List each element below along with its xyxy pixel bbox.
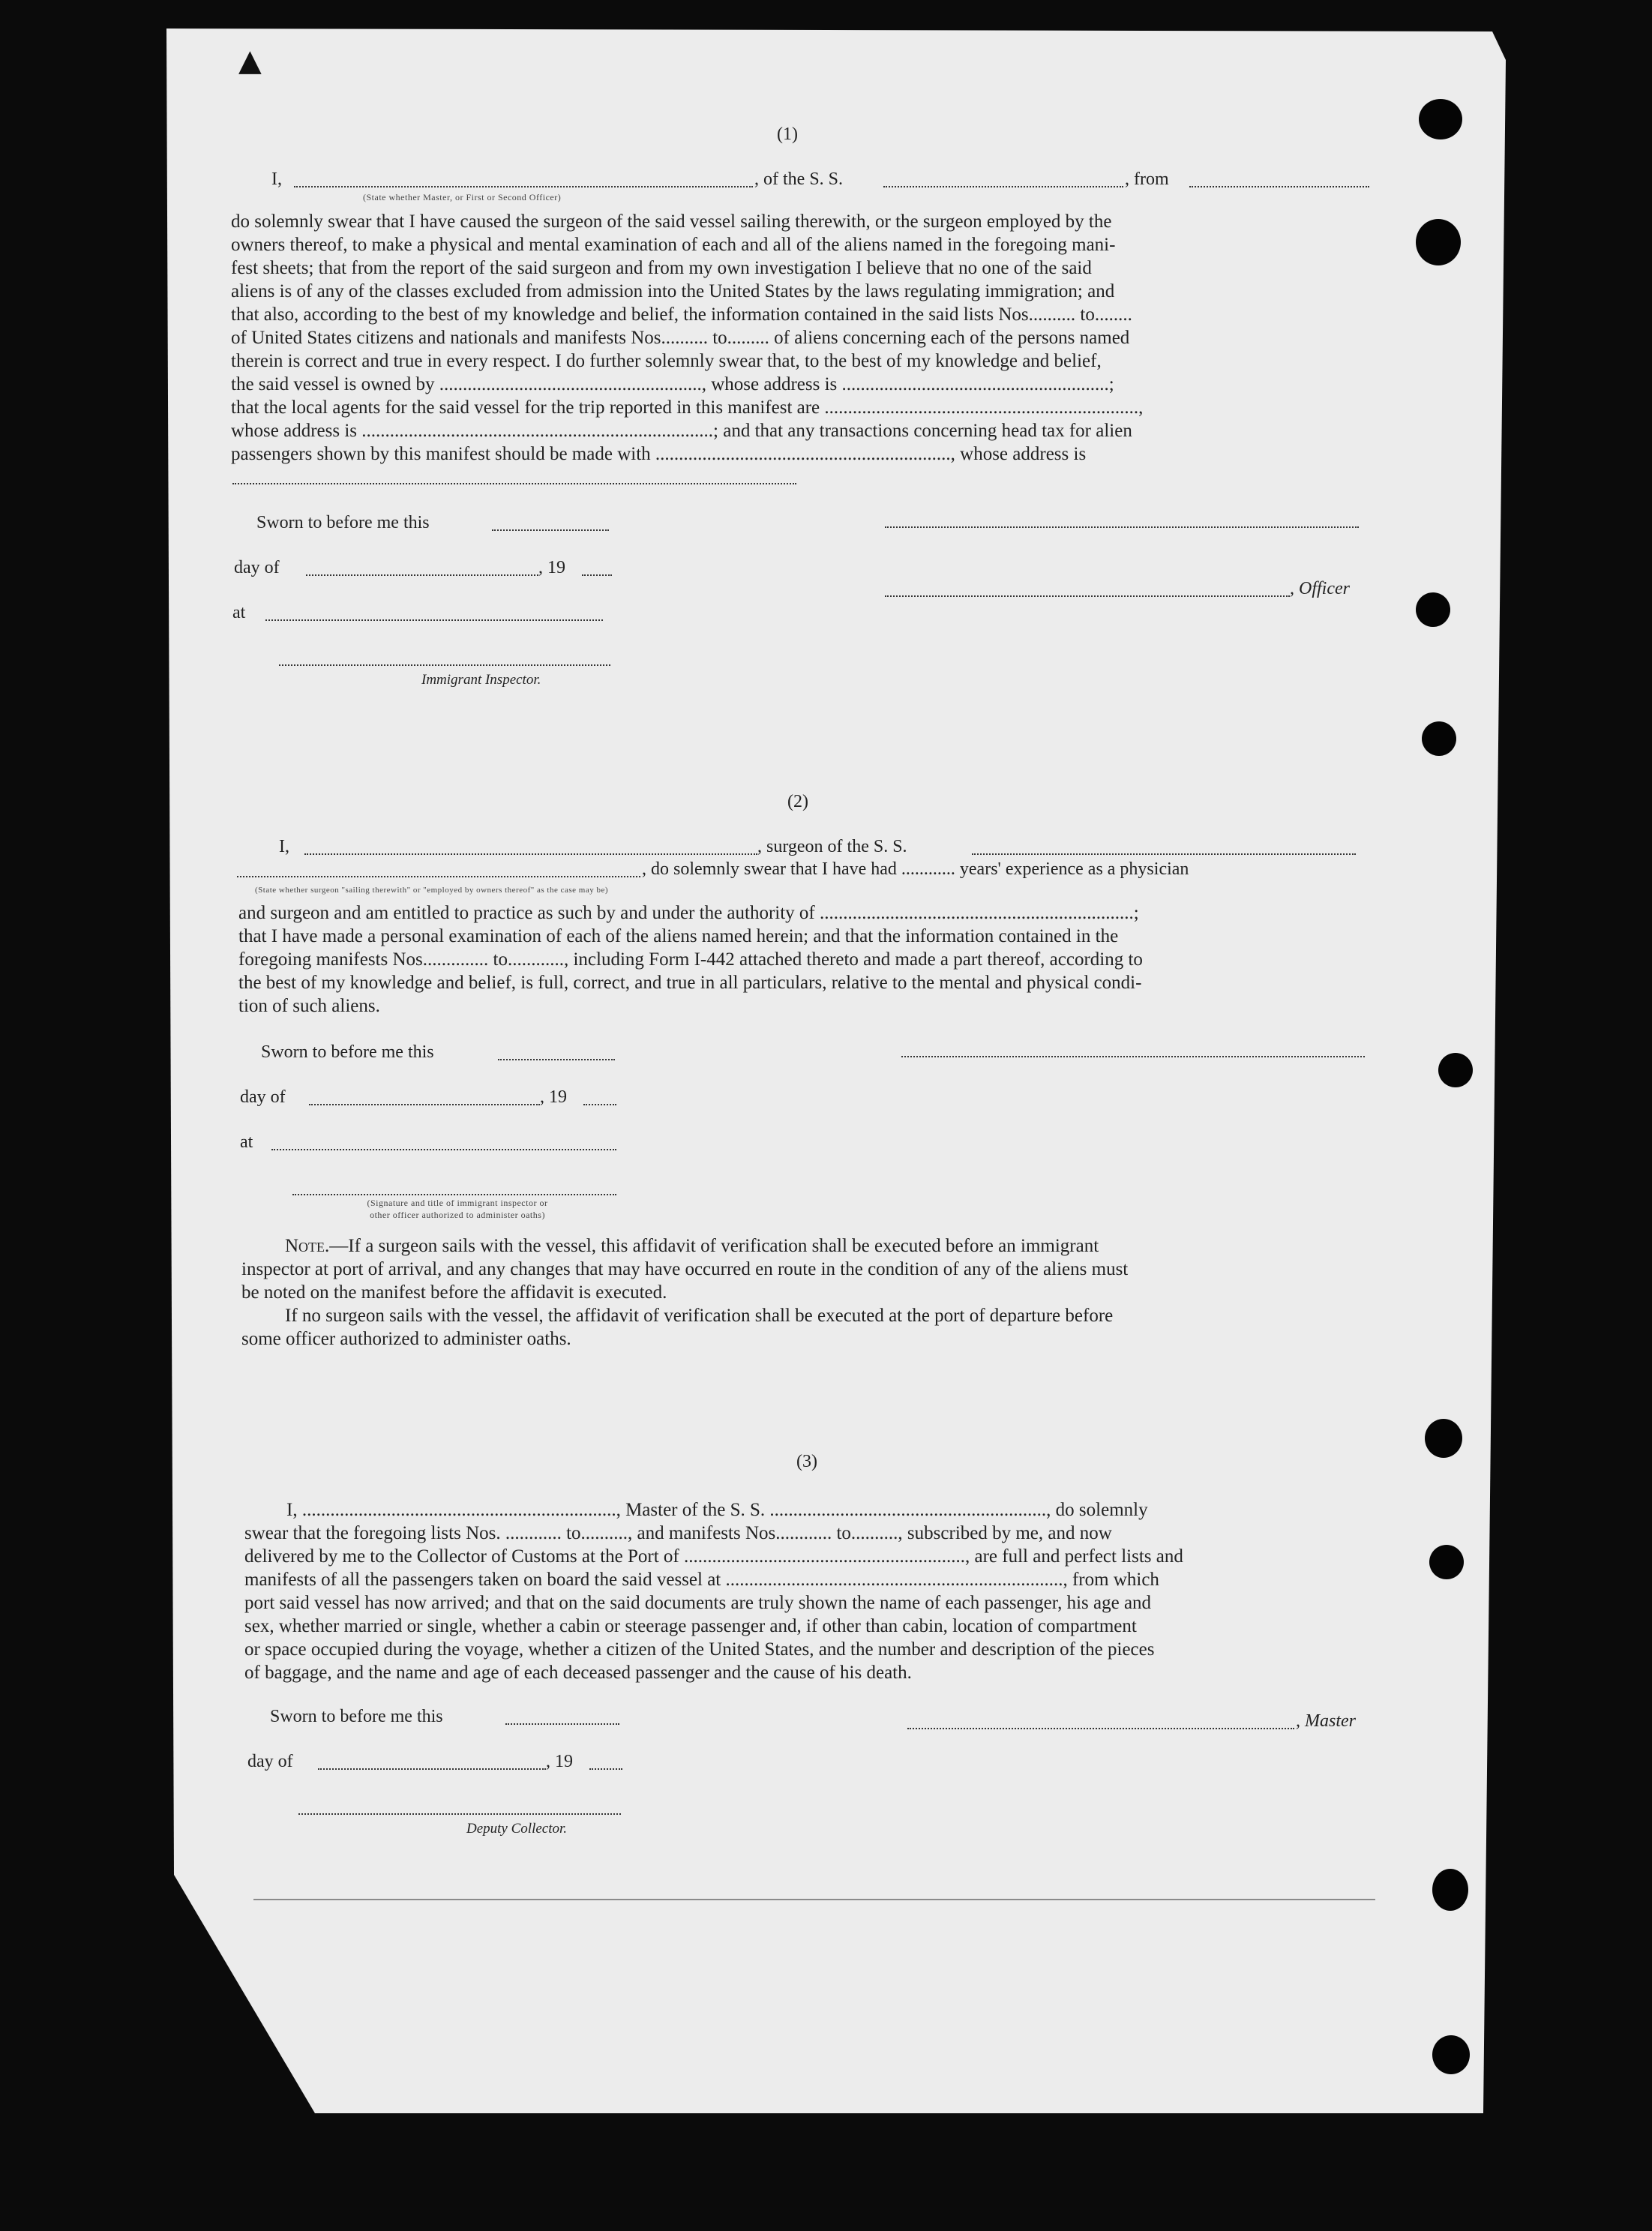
s2-body <box>238 901 1143 1018</box>
section-2-number: (2) <box>787 792 808 811</box>
s1-body-line: aliens is of any of the classes excluded from admission into the United States by the laws regulating immigration; and <box>231 281 1115 301</box>
s3-body-line: port said vessel has now arrived; and that on the said documents are truly shown the name of each passenger, his age and <box>244 1593 1152 1613</box>
s3-sworn: Sworn to before me this <box>270 1707 443 1726</box>
s2-note-line: inspector at port of arrival, and any changes that may have occurred en route in the condition of any of the aliens must <box>241 1259 1129 1279</box>
s2-note-line: If no surgeon sails with the vessel, the affidavit of verification shall be executed at the port of departure before <box>285 1306 1114 1326</box>
punch-hole <box>1416 592 1450 627</box>
s2-note-line: be noted on the manifest before the affidavit is executed. <box>241 1282 667 1303</box>
s2-line2: , do solemnly swear that I have had ............ years' experience as a physician <box>642 859 1189 879</box>
s1-body <box>231 210 1143 466</box>
s2-body-line: the best of my knowledge and belief, is full, correct, and true in all particulars, relative to the mental and physical condi- <box>238 973 1142 993</box>
s1-line1-from: , from <box>1125 169 1169 189</box>
s2-line1-mid: , surgeon of the S. S. <box>757 837 907 856</box>
s1-body-line: the said vessel is owned by ........................................................, whose address is .........................................................; <box>231 374 1114 394</box>
s2-year: , 19 <box>540 1087 567 1107</box>
s1-body-line: owners thereof, to make a physical and mental examination of each and all of the aliens named in the foregoing mani- <box>231 235 1116 255</box>
s2-signature-blank <box>901 1056 1365 1057</box>
s1-body-line: that also, according to the best of my knowledge and belief, the information contained in the said lists Nos.......... to........ <box>231 304 1132 325</box>
s3-body-line: sex, whether married or single, whether a cabin or steerage passenger and, if other than cabin, location of compartment <box>244 1616 1137 1636</box>
s2-body-line: foregoing manifests Nos.............. to............, including Form I-442 attached thereto and made a part thereof, according to <box>238 949 1143 970</box>
s2-note-line <box>241 1234 1128 1258</box>
s1-line1-mid: , of the S. S. <box>754 169 844 189</box>
s1-year-blank <box>582 574 612 576</box>
s2-status-blank <box>237 876 640 877</box>
section-3-number: (3) <box>796 1452 817 1471</box>
punch-hole <box>1419 99 1462 139</box>
s2-at: at <box>240 1132 253 1152</box>
s1-at-blank <box>265 619 603 621</box>
s1-body-line: therein is correct and true in every respect. I do further solemnly swear that, to the best of my knowledge and belief, <box>231 351 1102 371</box>
s2-note <box>241 1234 1128 1351</box>
s3-body-line: or space occupied during the voyage, whether a citizen of the United States, and the number and description of the pieces <box>244 1639 1155 1660</box>
punch-hole <box>1416 219 1461 265</box>
s3-body-line: of baggage, and the name and age of each deceased passenger and the cause of his death. <box>244 1663 912 1683</box>
s3-day-of: day of <box>247 1752 293 1771</box>
s3-day-blank <box>318 1768 546 1770</box>
s3-body <box>244 1498 1183 1684</box>
s2-note-label: Note. <box>285 1236 330 1256</box>
punch-hole <box>1425 1419 1462 1458</box>
s3-collector-label: Deputy Collector. <box>466 1821 568 1837</box>
s2-status-note: (State whether surgeon "sailing therewith" or "employed by owners thereof" as the case may be) <box>255 886 609 895</box>
punch-hole <box>1422 721 1456 756</box>
s1-sworn: Sworn to before me this <box>256 513 430 532</box>
s3-body-line: swear that the foregoing lists Nos. ............ to.........., and manifests Nos............ to.........., subscribed by me, and now <box>244 1523 1112 1543</box>
s3-body-line: I, ..................................................................., Master of the S. S. ..........................................................., do solemnly <box>286 1500 1148 1520</box>
s2-note-text: —If a surgeon sails with the vessel, this affidavit of verification shall be executed before an immigrant <box>329 1236 1099 1256</box>
s1-at: at <box>232 603 246 622</box>
s1-line1-start: I, <box>271 169 282 189</box>
s1-inspector-label: Immigrant Inspector. <box>421 672 541 688</box>
s2-body-line: that I have made a personal examination of each of the aliens named herein; and that the information contained in the <box>238 926 1119 946</box>
corner-mark-icon: ▲ <box>238 43 262 78</box>
s1-day-of: day of <box>234 558 280 577</box>
s2-year-blank <box>583 1104 616 1105</box>
s3-master-label: , Master <box>1296 1711 1356 1731</box>
s3-collector-blank <box>298 1813 621 1815</box>
s3-master-blank <box>907 1728 1294 1729</box>
s1-body-line: do solemnly swear that I have caused the surgeon of the said vessel sailing therewith, or the surgeon employed by the <box>231 211 1112 232</box>
s1-officer-note: (State whether Master, or First or Second Officer) <box>363 192 562 202</box>
s2-note-line: some officer authorized to administer oaths. <box>241 1329 571 1349</box>
s2-line1-start: I, <box>279 837 289 856</box>
s3-body-line: manifests of all the passengers taken on board the said vessel at ........................................................................, from which <box>244 1570 1159 1590</box>
s3-sworn-blank <box>505 1723 619 1725</box>
s2-name-blank <box>304 853 757 855</box>
s2-sig-note-1: (Signature and title of immigrant inspector or <box>367 1198 548 1208</box>
s1-address-blank <box>232 483 796 484</box>
s2-sig-blank <box>292 1194 616 1195</box>
s1-officer-sign-blank <box>885 595 1290 597</box>
s2-body-line: and surgeon and am entitled to practice as such by and under the authority of ...................................................................; <box>238 903 1139 923</box>
s1-body-line: that the local agents for the said vessel for the trip reported in this manifest are ..................................................................., <box>231 397 1144 418</box>
s2-body-line: tion of such aliens. <box>238 996 380 1016</box>
punch-hole <box>1438 1053 1473 1087</box>
s2-at-blank <box>271 1149 616 1150</box>
s2-day-blank <box>309 1104 540 1105</box>
s1-body-line: of United States citizens and nationals and manifests Nos.......... to......... of aliens concerning each of the persons named <box>231 328 1130 348</box>
s2-sworn-blank <box>498 1059 615 1060</box>
s1-body-line: fest sheets; that from the report of the said surgeon and from my own investigation I believe that no one of the said <box>231 258 1092 278</box>
s1-inspector-blank <box>279 664 610 666</box>
punch-hole <box>1432 2035 1470 2074</box>
s3-year-blank <box>589 1768 622 1770</box>
s1-vessel-blank <box>883 186 1123 187</box>
bottom-rule <box>253 1899 1375 1900</box>
section-1-number: (1) <box>777 124 798 144</box>
s3-body-line: delivered by me to the Collector of Customs at the Port of ............................................................, are full and perfect lists and <box>244 1546 1183 1567</box>
punch-hole <box>1429 1545 1464 1579</box>
s2-day-of: day of <box>240 1087 286 1107</box>
s2-vessel-blank <box>972 853 1356 855</box>
s1-sworn-blank <box>492 529 609 531</box>
s2-sworn: Sworn to before me this <box>261 1042 434 1062</box>
punch-hole <box>1432 1869 1468 1911</box>
s1-from-blank <box>1189 186 1369 187</box>
s1-body-line: whose address is ...........................................................................; and that any transactions concerning head tax for alien <box>231 421 1132 441</box>
s1-body-line: passengers shown by this manifest should be made with ..............................................................., whose address is <box>231 444 1087 464</box>
s1-signature-blank <box>885 526 1359 528</box>
s2-sig-note-2: other officer authorized to administer oaths) <box>370 1210 545 1220</box>
s1-day-blank <box>306 574 538 576</box>
s1-officer-label: , Officer <box>1290 579 1350 598</box>
s1-year: , 19 <box>538 558 565 577</box>
s3-year: , 19 <box>546 1752 573 1771</box>
